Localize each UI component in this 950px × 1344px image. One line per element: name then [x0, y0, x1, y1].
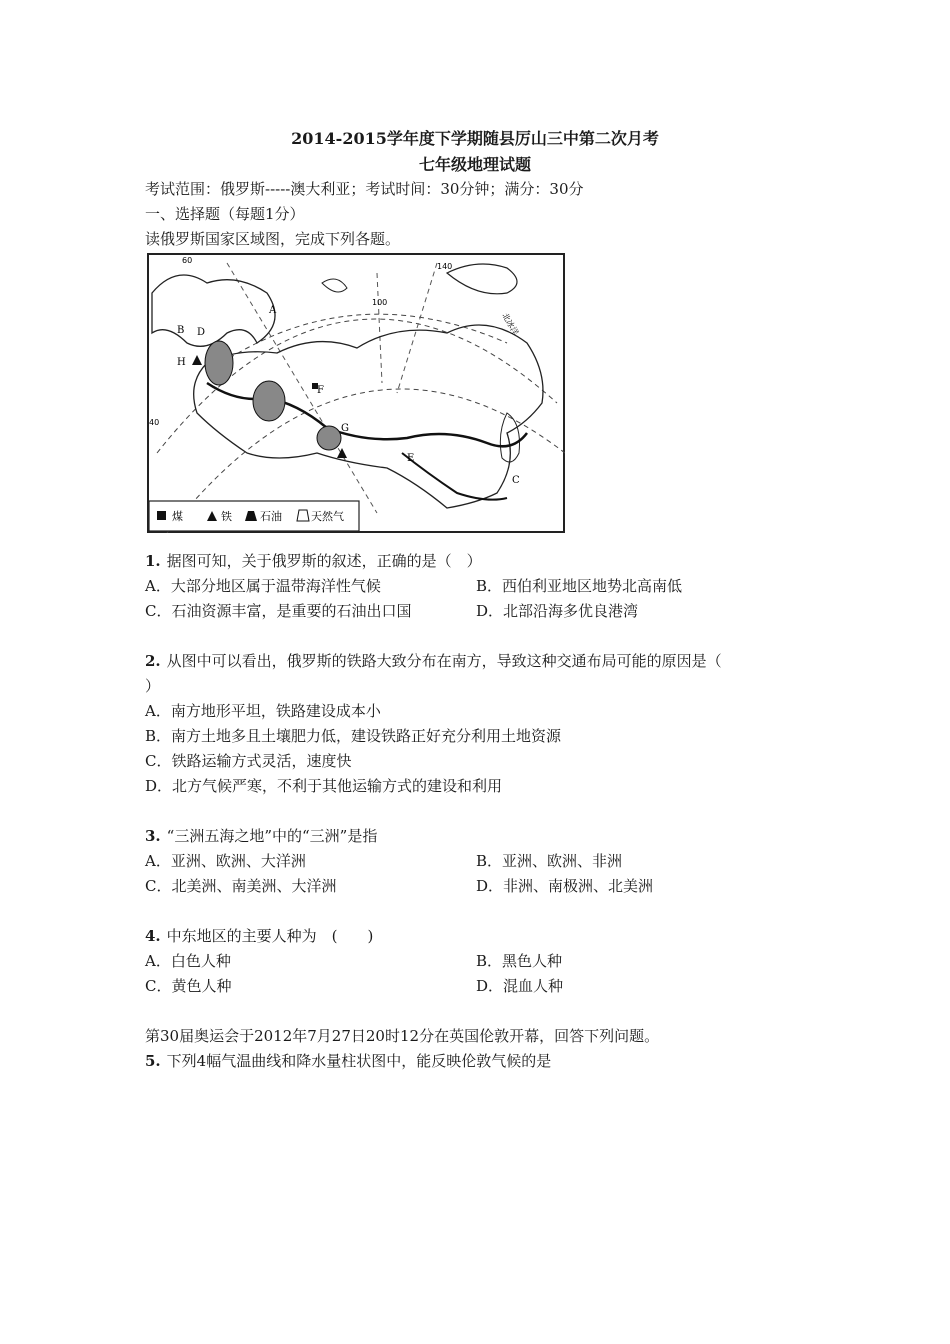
- question-2: [145, 650, 722, 671]
- q4-option-b: B．黑色人种: [476, 952, 563, 970]
- map-grid-100: 100: [372, 298, 388, 307]
- map-label-e: E: [407, 453, 415, 464]
- q3-option-d: D．非洲、南极洲、北美洲: [476, 877, 654, 895]
- question-4: [145, 925, 373, 946]
- question-text: 中东地区的主要人种为 ( ): [166, 927, 374, 945]
- q4-option-c: C．黄色人种: [145, 977, 232, 995]
- russia-region-map: [147, 253, 565, 533]
- question-text: “三洲五海之地”中的“三洲”是指: [166, 827, 378, 845]
- question-number: 4.: [145, 927, 161, 945]
- q1-option-b: B．西伯利亚地区地势北高南低: [476, 577, 683, 595]
- question-1: [145, 550, 482, 571]
- q1-option-a: A．大部分地区属于温带海洋性气候: [145, 577, 381, 595]
- q3-option-a: A．亚洲、欧洲、大洋洲: [145, 852, 306, 870]
- section-heading: 一、选择题（每题1分）: [145, 205, 305, 223]
- map-label-b: B: [177, 325, 185, 336]
- map-label-c: C: [512, 475, 520, 486]
- q2-option-b: B．南方土地多且土壤肥力低，建设铁路正好充分利用土地资源: [145, 727, 562, 745]
- map-grid-140: 140: [437, 262, 453, 271]
- exam-subtitle: 七年级地理试题: [418, 155, 531, 174]
- question-number: 3.: [145, 827, 161, 845]
- question-number: 2.: [145, 652, 161, 670]
- legend-iron: 铁: [221, 510, 232, 523]
- question-text: 据图可知，关于俄罗斯的叙述，正确的是（ ）: [166, 552, 482, 570]
- q2-text-continued: ）: [145, 677, 161, 695]
- map-intro: 读俄罗斯国家区域图，完成下列各题。: [145, 230, 401, 248]
- exam-title: 2014-2015学年度下学期随县厉山三中第二次月考: [291, 129, 659, 148]
- map-label-h: H: [177, 357, 186, 368]
- q4-option-a: A．白色人种: [145, 952, 231, 970]
- q3-option-c: C．北美洲、南美洲、大洋洲: [145, 877, 337, 895]
- q2-option-a: A．南方地形平坦，铁路建设成本小: [145, 702, 381, 720]
- q2-option-d: D．北方气候严寒，不利于其他运输方式的建设和利用: [145, 777, 503, 795]
- question-number: 1.: [145, 552, 161, 570]
- q4-option-d: D．混血人种: [476, 977, 564, 995]
- question-text: 下列4幅气温曲线和降水量柱状图中，能反映伦敦气候的是: [166, 1052, 552, 1070]
- olympics-intro: 第30届奥运会于2012年7月27日20时12分在英国伦敦开幕，回答下列问题。: [145, 1027, 660, 1045]
- map-label-d: D: [197, 327, 206, 338]
- legend-gas: 天然气: [311, 510, 344, 523]
- q1-option-d: D．北部沿海多优良港湾: [476, 602, 639, 620]
- map-grid-60: 60: [182, 256, 193, 265]
- question-5: [145, 1050, 551, 1071]
- coal-icon: [157, 511, 166, 520]
- map-grid-40: 40: [149, 418, 160, 427]
- question-3: [145, 825, 377, 846]
- q2-option-c: C．铁路运输方式灵活，速度快: [145, 752, 352, 770]
- legend-oil: 石油: [260, 510, 282, 523]
- map-arctic-ocean-label: 北冰洋: [500, 311, 521, 337]
- map-label-f: F: [317, 385, 324, 396]
- q1-option-c: C．石油资源丰富，是重要的石油出口国: [145, 602, 412, 620]
- legend-coal: 煤: [172, 510, 183, 523]
- map-label-g: G: [341, 423, 349, 434]
- map-label-a: A: [269, 305, 277, 316]
- question-number: 5.: [145, 1052, 161, 1070]
- exam-info: 考试范围：俄罗斯-----澳大利亚；考试时间：30分钟；满分：30分: [145, 180, 584, 198]
- question-text: 从图中可以看出，俄罗斯的铁路大致分布在南方，导致这种交通布局可能的原因是（: [166, 652, 722, 670]
- q3-option-b: B．亚洲、欧洲、非洲: [476, 852, 623, 870]
